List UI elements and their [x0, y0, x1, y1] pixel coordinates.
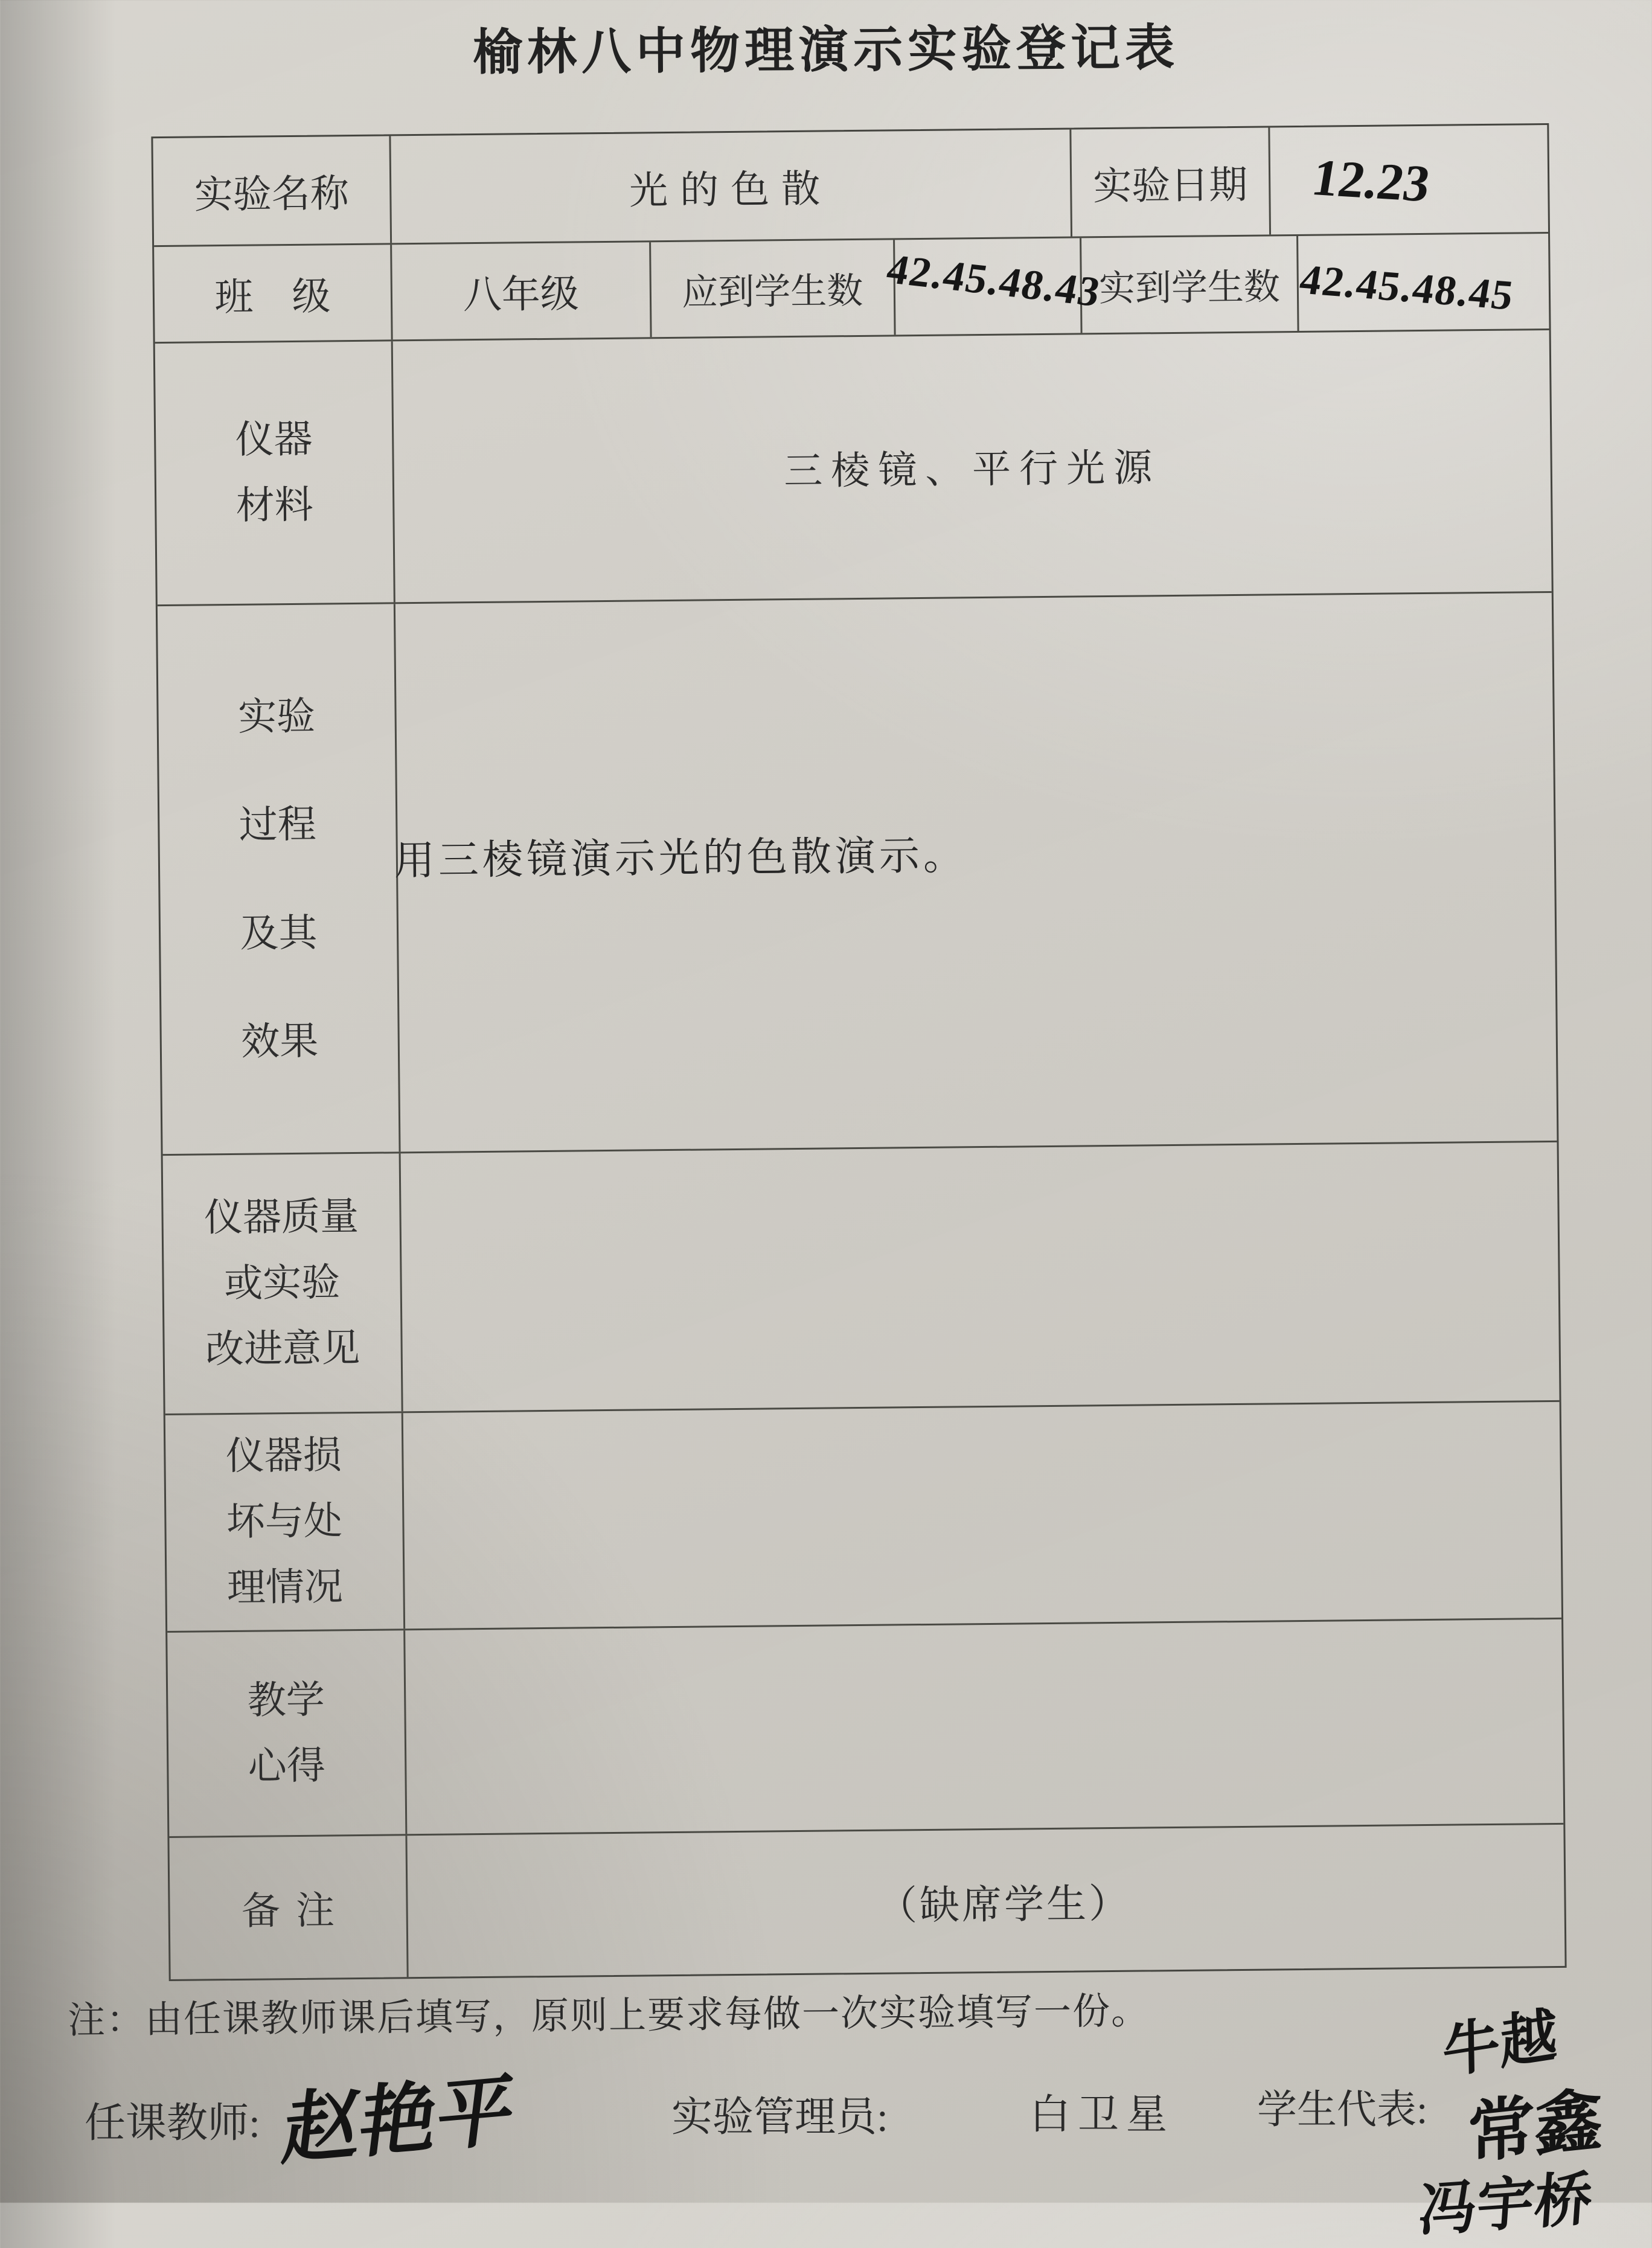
student-signature-3: 冯宇桥 [1417, 2166, 1595, 2244]
experiment-name-value: 光的色散 [391, 130, 1072, 243]
student-signature-2: 常鑫 [1467, 2083, 1602, 2173]
manager-name: 白卫星 [1029, 2092, 1175, 2138]
quality-cell [401, 1142, 1560, 1411]
row-quality [163, 1142, 1560, 1415]
class-label: 班 级 [154, 245, 392, 342]
remarks-label: 备注 [169, 1836, 408, 1979]
registration-table [151, 123, 1566, 1981]
remarks-value: （缺席学生） [877, 1881, 1132, 1929]
expected-students-cell [883, 238, 1105, 335]
row-process [158, 593, 1557, 1156]
process-value: 用三棱镜演示光的色散演示。 [394, 833, 968, 884]
experiment-date-label: 实验日期 [1071, 127, 1271, 236]
student-signature-label: 学生代表: [1257, 2088, 1428, 2132]
row-remarks [169, 1825, 1564, 1979]
footer-note: 注：由任课教师课后填写，原则上要求每做一次实验填写一份。 [67, 1991, 1150, 2041]
expected-students-label: 应到学生数 [651, 240, 895, 337]
reflection-label: 教学 心得 [167, 1630, 407, 1836]
row-equipment [155, 330, 1552, 606]
experiment-date-value: 12.23 [1308, 147, 1435, 213]
actual-students-label: 实到学生数 [1081, 236, 1299, 333]
damage-cell [403, 1402, 1561, 1628]
equipment-value: 三棱镜、平行光源 [783, 446, 1161, 493]
student-signature-1: 牛越 [1442, 2002, 1558, 2086]
actual-students-value: 42.45.48.45 [1296, 256, 1518, 319]
damage-label: 仪器损 坏与处 理情况 [165, 1413, 405, 1631]
row-experiment-name [153, 125, 1548, 247]
process-cell [395, 593, 1557, 1151]
teacher-signature: 赵艳平 [278, 2067, 520, 2174]
teacher-signature-label: 任课教师: [85, 2100, 260, 2146]
experiment-name-label: 实验名称 [153, 136, 392, 245]
reflection-cell [405, 1619, 1563, 1834]
row-class-attendance [154, 234, 1549, 344]
manager-signature-label: 实验管理员: [671, 2094, 888, 2140]
row-reflection [167, 1619, 1563, 1838]
process-label: 实验 过程 及其 效果 [158, 604, 401, 1154]
actual-students-cell [1298, 234, 1549, 331]
expected-students-value: 42.45.48.43 [883, 246, 1105, 316]
form-title: 榆林八中物理演示实验登记表 [472, 20, 1180, 81]
class-value: 八年级 [392, 242, 652, 339]
row-damage [165, 1402, 1561, 1633]
experiment-date-cell [1270, 125, 1548, 234]
quality-label: 仪器质量 或实验 改进意见 [163, 1153, 403, 1414]
equipment-label: 仪器 材料 [155, 341, 395, 604]
